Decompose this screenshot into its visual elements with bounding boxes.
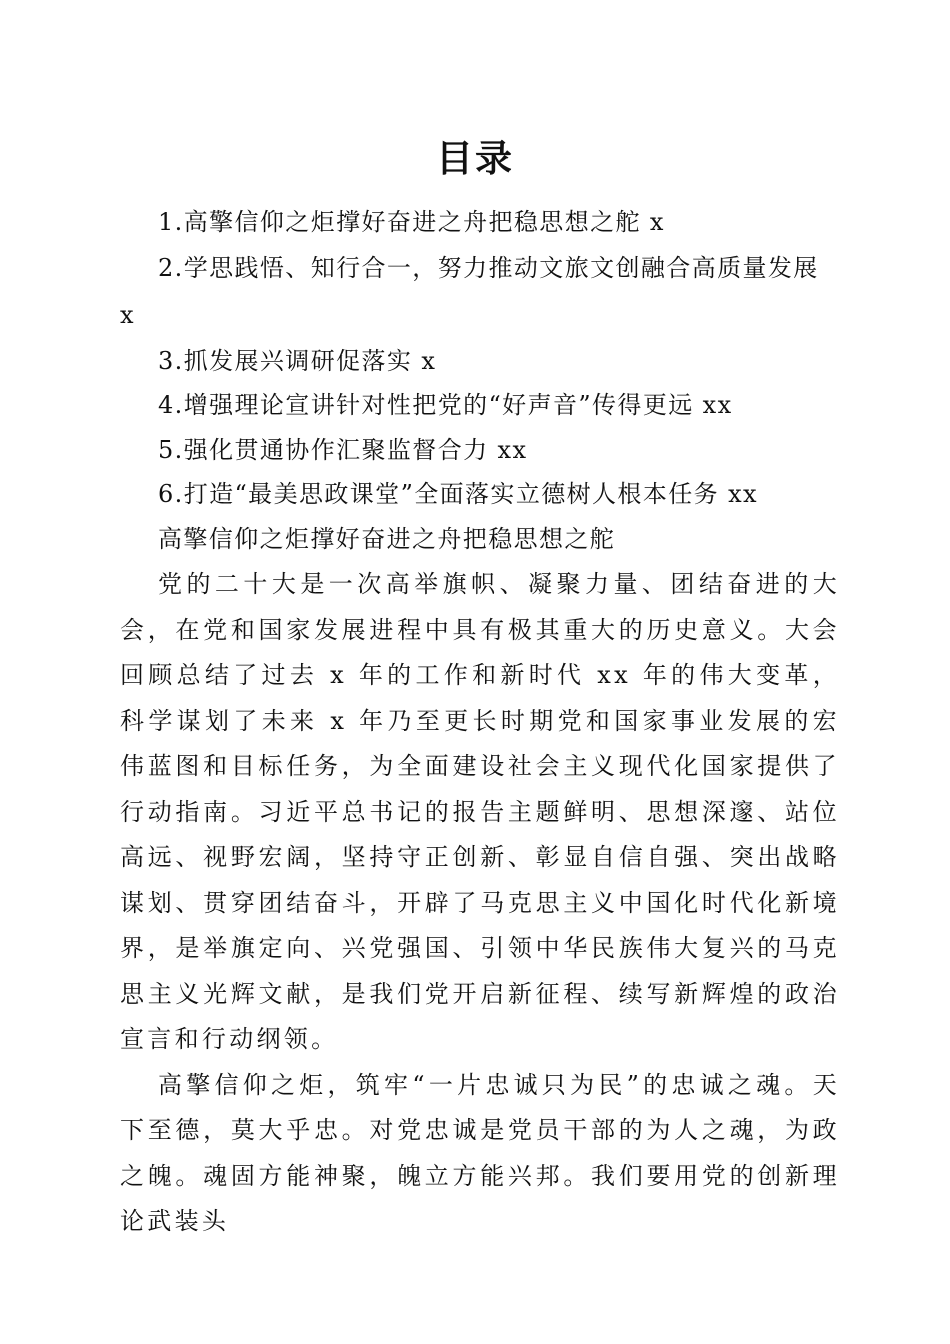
toc-item-1: 1.高擎信仰之炬撑好奋进之舟把稳思想之舵 x <box>158 208 665 236</box>
toc-item-2: 2.学思践悟、知行合一，努力推动文旅文创融合高质量发展 x <box>120 253 819 329</box>
toc-item-3: 3.抓发展兴调研促落实 x <box>158 346 437 375</box>
table-of-contents <box>120 200 835 517</box>
toc-item-4: 4.增强理论宣讲针对性把党的“好声音”传得更远 xx <box>158 391 733 419</box>
article-body <box>120 516 840 1245</box>
toc-item-6: 6.打造“最美思政课堂”全面落实立德树人根本任务 xx <box>158 480 758 508</box>
paragraph-1: 党的二十大是一次高举旗帜、凝聚力量、团结奋进的大会，在党和国家发展进程中具有极其重大的历史意义。大会回顾总结了过去 x 年的工作和新时代 xx 年的伟大变革，科学谋划了未来 x 年乃至更长时期党和国家事业发展的宏伟蓝图和目标任务，为全面建设社会主义现代化国家提供了行动指南。习近平总书记的报告主题鲜明、思想深邃、站位高远、视野宏阔，坚持守正创新、彰显自信自强、突出战略谋划、贯穿团结奋斗，开辟了马克思主义中国化时代化新境界，是举旗定向、兴党强国、引领中华民族伟大复兴的马克思主义光辉文献，是我们党开启新征程、续写新辉煌的政治宣言和行动纲领。 <box>120 570 840 1053</box>
article-title: 高擎信仰之炬撑好奋进之舟把稳思想之舵 <box>158 525 616 553</box>
toc-item-5: 5.强化贯通协作汇聚监督合力 xx <box>158 435 528 464</box>
page-title: 目录 <box>436 136 514 180</box>
paragraph-2: 高擎信仰之炬，筑牢“一片忠诚只为民”的忠诚之魂。天下至德，莫大乎忠。对党忠诚是党员干部的为人之魂，为政之魄。魂固方能神聚，魄立方能兴邦。我们要用党的创新理论武装头 <box>120 1070 840 1235</box>
